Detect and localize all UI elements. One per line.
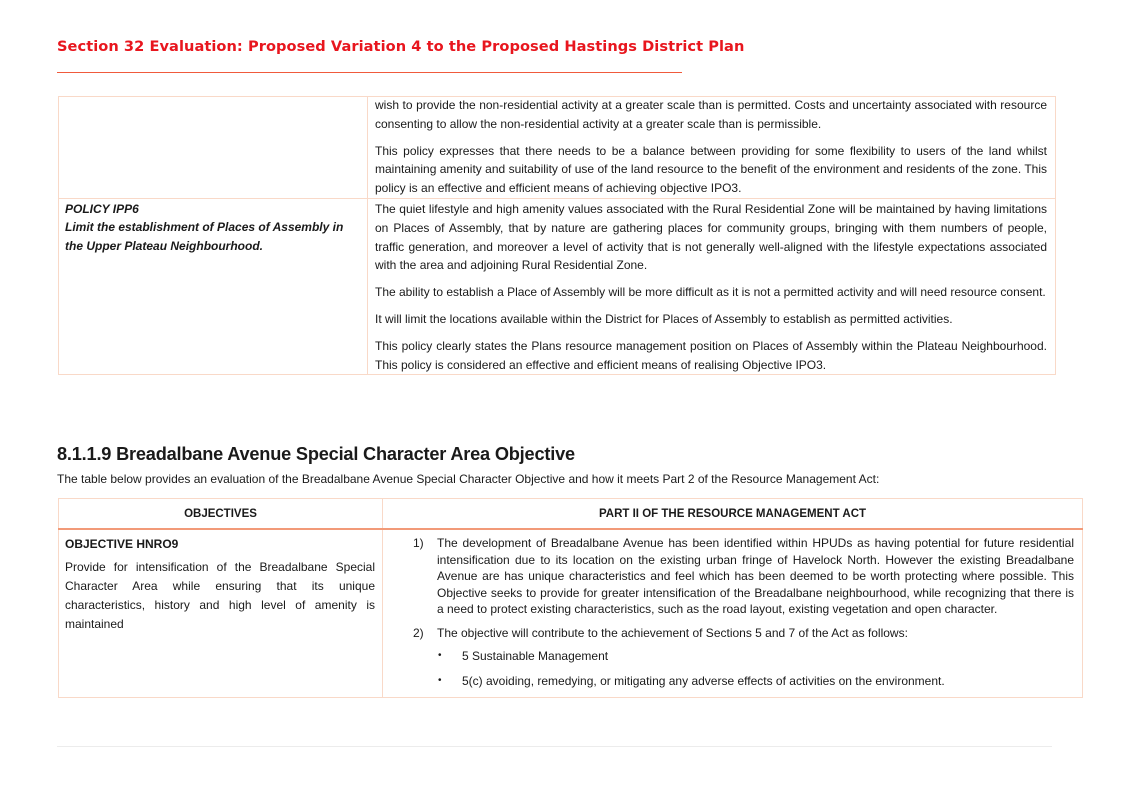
bullet-icon: • <box>438 650 442 661</box>
evaluation-paragraph: The quiet lifestyle and high amenity values associated with the Rural Residential Zone will be maintained by having limitations on Places of Assembly, that by nature are gathering places for community groups, bringing with them numbers of people, traffic generation, and moreover a level of activity that is not generally well-aligned with the lifestyle expectations associated with the area and adjoining Rural Residential Zone. <box>375 201 1047 273</box>
header-divider <box>57 72 682 73</box>
evaluation-paragraph: This policy expresses that there needs to be a balance between providing for some flexibility to users of the land whilst maintaining amenity and suitability of use of the land resource to the benefit of the environment and residents of the zone. This policy is an effective and efficient means of achieving objective IPO3. <box>375 143 1047 196</box>
bullet-text: 5 Sustainable Management <box>462 649 609 663</box>
bullet-icon: • <box>438 674 442 686</box>
evaluation-paragraph: The ability to establish a Place of Assembly will be more difficult as it is not a permitted activity and will need resource consent. <box>375 285 1046 300</box>
policy-cell <box>59 198 368 374</box>
table-header-row <box>59 499 1083 530</box>
item-text: The objective will contribute to the achievement of Sections 5 and 7 of the Act as follows: <box>437 625 908 640</box>
column-header-objectives: OBJECTIVES <box>59 499 383 530</box>
objective-description: Provide for intensification of the Breadalbane Special Character Area while ensuring that its unique characteristics, history and high level of amenity is maintained <box>65 560 375 631</box>
section-heading: 8.1.1.9 Breadalbane Avenue Special Character Area Objective <box>57 444 575 464</box>
document-title: Section 32 Evaluation: Proposed Variation 4 to the Proposed Hastings District Plan <box>57 38 745 55</box>
objective-title: OBJECTIVE HNRO9 <box>65 537 179 551</box>
objective-cell <box>59 529 383 698</box>
bullet-list <box>413 648 1074 689</box>
evaluation-cell <box>368 198 1056 374</box>
evaluation-paragraph: This policy clearly states the Plans resource management position on Places of Assembly within the Plateau Neighbourhood. This policy is considered an effective and efficient means of realising Objective IPO3. <box>375 338 1047 372</box>
bullet-text: 5(c) avoiding, remedying, or mitigating any adverse effects of activities on the environment. <box>462 673 945 688</box>
evaluation-paragraph: It will limit the locations available within the District for Places of Assembly to establish as permitted activities. <box>375 311 953 326</box>
numbered-item <box>413 535 1074 618</box>
item-number: 1) <box>413 536 424 550</box>
column-header-rma-part2: PART II OF THE RESOURCE MANAGEMENT ACT <box>383 499 1083 530</box>
policy-description: Limit the establishment of Places of Assembly in the Upper Plateau Neighbourhood. <box>65 220 344 253</box>
table-row <box>59 529 1083 698</box>
bullet-item <box>438 673 1074 690</box>
footer-divider <box>57 746 1052 747</box>
item-text: The development of Breadalbane Avenue has been identified within HPUDs as having potential for future residential intensification due to its location on the existing urban fringe of Havelock North. However the existing Breadalbane Avenue are has unique characteristics and feel which has been deemed to be worth protecting where possible. This Objective seeks to provide for greater intensification of the Breadalbane neighbourhood, while recognizing that there is a need to protect existing characteristics, such as the road layout, existing vegetation and open character. <box>437 536 1074 616</box>
objectives-table <box>58 498 1083 698</box>
evaluation-cell <box>368 97 1056 199</box>
policy-cell <box>59 97 368 199</box>
evaluation-paragraph: wish to provide the non-residential activity at a greater scale than is permitted. Costs and uncertainty associated with resource consenting to allow the non-residential activity at a greater scale than is permissible. <box>375 98 1047 131</box>
page-header <box>57 38 745 73</box>
section-intro: The table below provides an evaluation of the Breadalbane Avenue Special Character Objective and how it meets Part 2 of the Resource Management Act: <box>57 472 880 486</box>
table-row <box>59 97 1056 199</box>
item-number: 2) <box>413 625 424 640</box>
policy-evaluation-table <box>58 96 1056 375</box>
bullet-item <box>438 648 1074 665</box>
rma-evaluation-cell <box>383 529 1083 698</box>
policy-title: POLICY IPP6 <box>65 201 139 216</box>
table-row <box>59 198 1056 374</box>
numbered-item <box>413 625 1074 642</box>
